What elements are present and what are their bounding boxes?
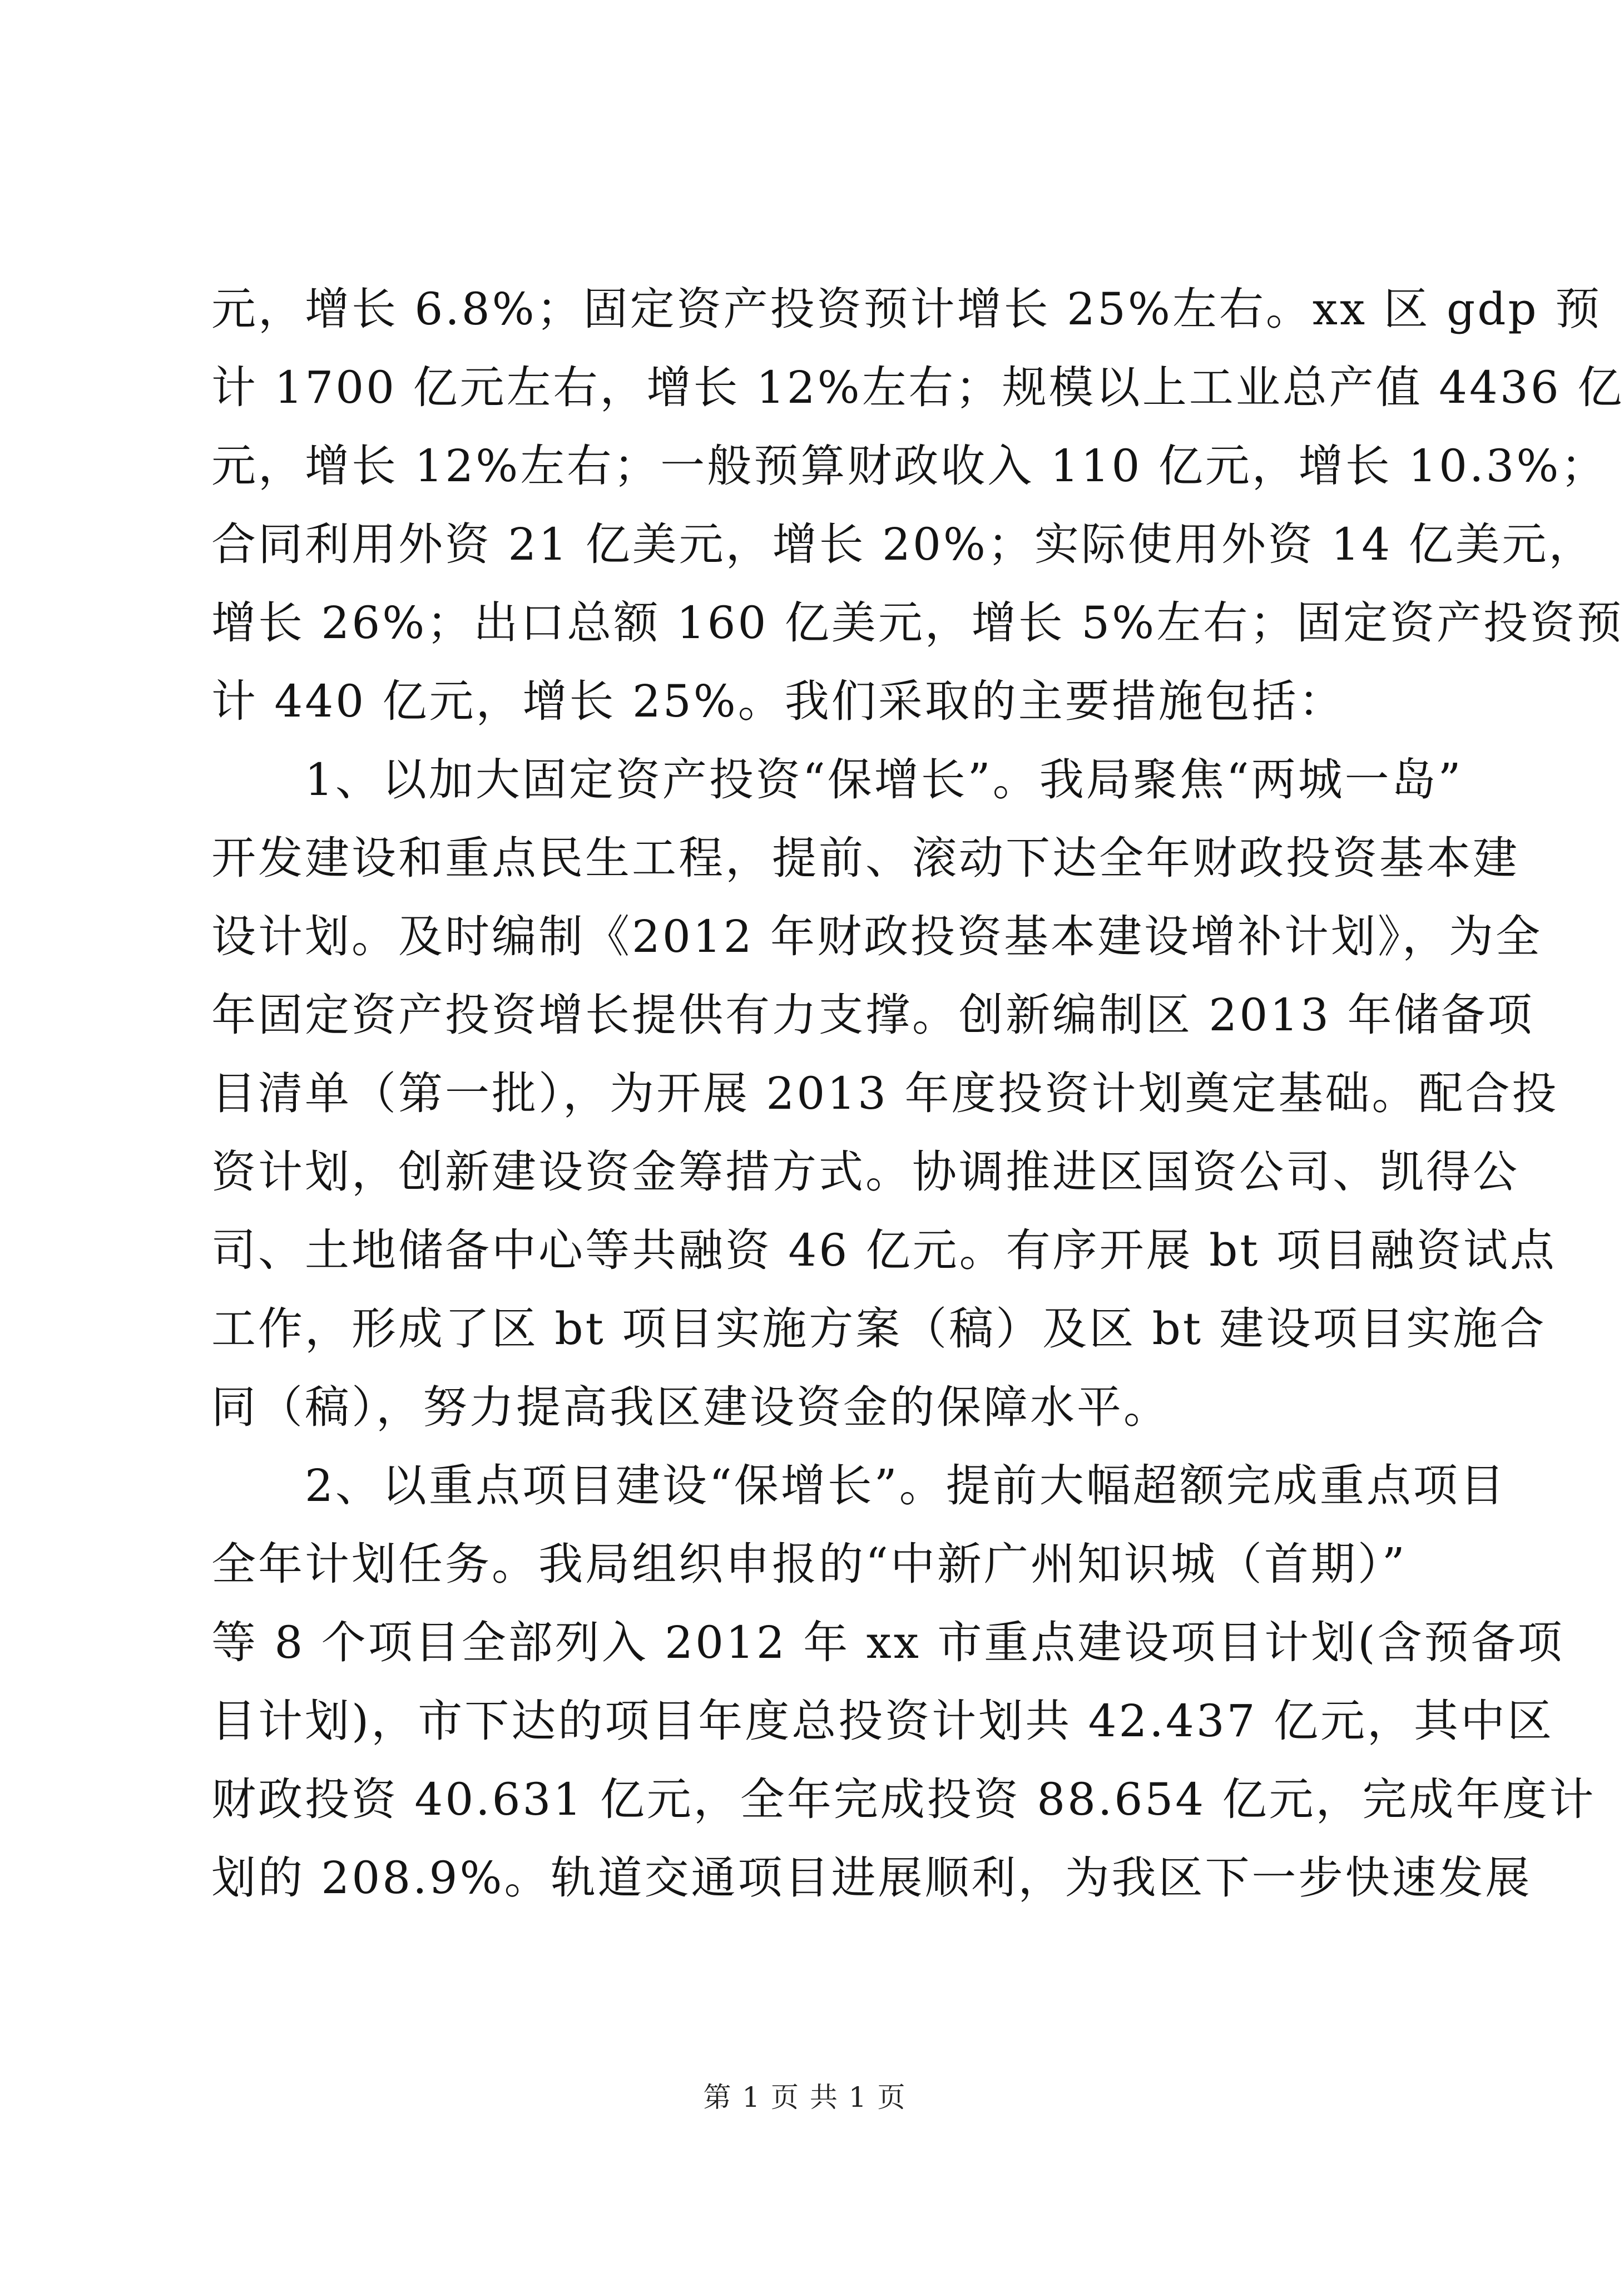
text-line: 目清单（第一批），为开展 2013 年度投资计划奠定基础。配合投 <box>211 1068 1559 1119</box>
text-line: 资计划，创新建设资金筹措方式。协调推进区国资公司、凯得公 <box>211 1146 1519 1198</box>
text-line: 财政投资 40.631 亿元，全年完成投资 88.654 亿元，完成年度计 <box>211 1774 1596 1825</box>
text-line: 合同利用外资 21 亿美元，增长 20%；实际使用外资 14 亿美元， <box>211 518 1596 570</box>
text-line: 设计划。及时编制《2012 年财政投资基本建设增补计划》，为全 <box>211 911 1543 962</box>
text-line: 全年计划任务。我局组织申报的“中新广州知识城（首期）” <box>211 1538 1407 1590</box>
text-line: 元，增长 6.8%；固定资产投资预计增长 25%左右。xx 区 gdp 预 <box>211 283 1602 335</box>
paragraph-start-line: 2、以重点项目建设“保增长”。提前大幅超额完成重点项目 <box>305 1460 1507 1512</box>
text-line: 同（稿），努力提高我区建设资金的保障水平。 <box>211 1381 1170 1433</box>
page-footer <box>0 2081 1610 2114</box>
paragraph-start-line: 1、以加大固定资产投资“保增长”。我局聚焦“两城一岛” <box>305 754 1463 806</box>
body-text <box>211 270 1624 1917</box>
page-number: 第 1 页 共 1 页 <box>703 2081 907 2113</box>
text-line: 年固定资产投资增长提供有力支撑。创新编制区 2013 年储备项 <box>211 989 1534 1041</box>
text-line: 增长 26%；出口总额 160 亿美元，增长 5%左右；固定资产投资预 <box>211 597 1624 649</box>
text-line: 元，增长 12%左右；一般预算财政收入 110 亿元，增长 10.3%； <box>211 440 1608 492</box>
text-line: 计 440 亿元，增长 25%。我们采取的主要措施包括： <box>211 675 1345 727</box>
text-line: 司、土地储备中心等共融资 46 亿元。有序开展 bt 项目融资试点 <box>211 1224 1557 1276</box>
text-line: 目计划)，市下达的项目年度总投资计划共 42.437 亿元，其中区 <box>211 1695 1554 1747</box>
text-line: 计 1700 亿元左右，增长 12%左右；规模以上工业总产值 4436 亿 <box>211 362 1624 413</box>
text-line: 划的 208.9%。轨道交通项目进展顺利，为我区下一步快速发展 <box>211 1852 1532 1904</box>
text-line: 开发建设和重点民生工程，提前、滚动下达全年财政投资基本建 <box>211 832 1519 884</box>
text-line: 等 8 个项目全部列入 2012 年 xx 市重点建设项目计划(含预备项 <box>211 1617 1564 1668</box>
text-line: 工作，形成了区 bt 项目实施方案（稿）及区 bt 建设项目实施合 <box>211 1303 1547 1355</box>
